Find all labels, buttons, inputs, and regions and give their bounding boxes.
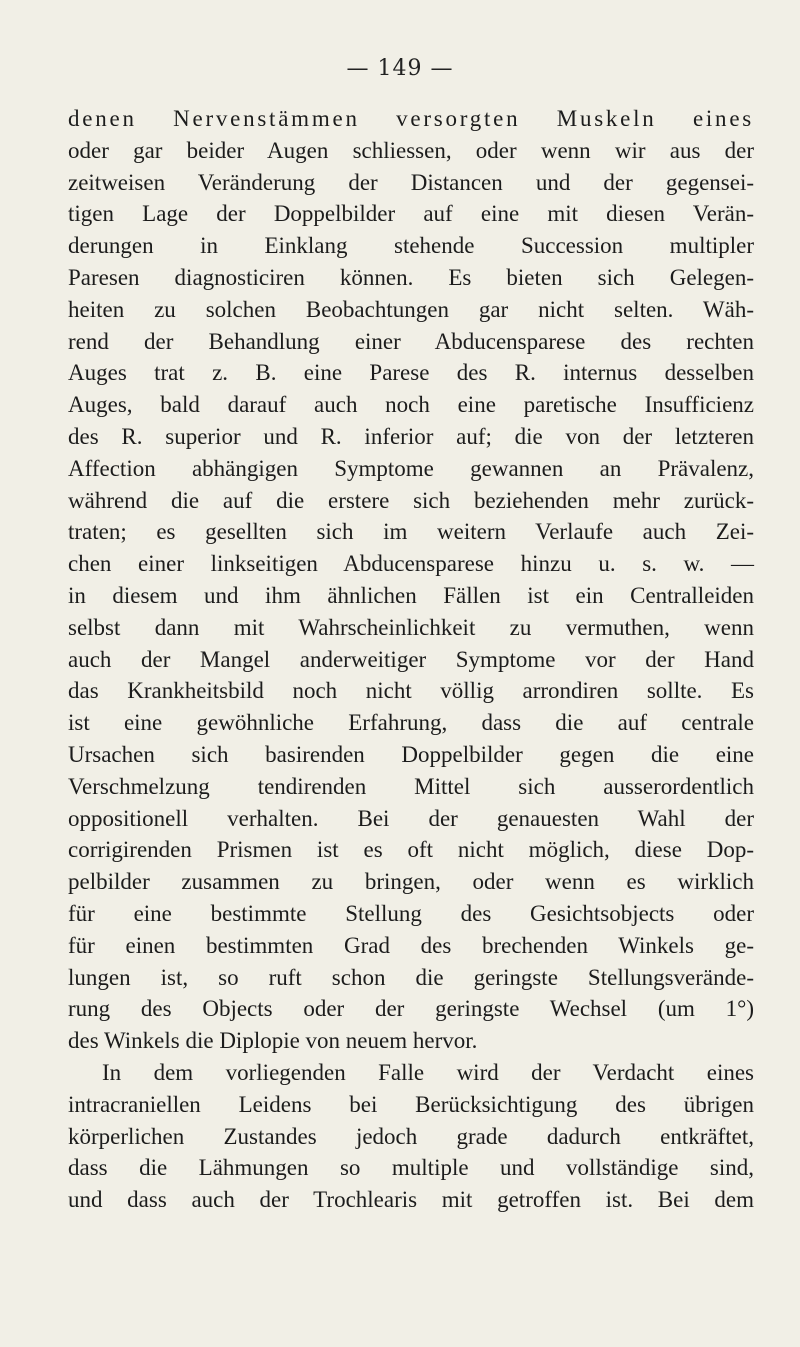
- text-line: lungen ist, so ruft schon die geringste Stellungsverände-: [68, 964, 754, 990]
- text-line: zeitweisen Veränderung der Distancen und der gegensei-: [68, 169, 754, 195]
- text-line: intracraniellen Leidens bei Berücksichtigung des übrigen: [68, 1091, 754, 1117]
- text-line: traten; es gesellten sich im weitern Verlaufe auch Zei-: [68, 519, 754, 545]
- text-line: auch der Mangel anderweitiger Symptome vor der Hand: [68, 646, 754, 672]
- text-line: heiten zu solchen Beobachtungen gar nicht selten. Wäh-: [68, 296, 754, 322]
- text-line: des Winkels die Diplopie von neuem hervor.: [68, 1028, 478, 1054]
- text-line: rung des Objects oder der geringste Wechsel (um 1°): [68, 996, 754, 1022]
- text-line: des R. superior und R. inferior auf; die von der letzteren: [68, 423, 754, 449]
- text-line: rend der Behandlung einer Abducensparese des rechten: [68, 328, 754, 354]
- text-line: Auges, bald darauf auch noch eine paretische Insufficienz: [68, 392, 754, 418]
- text-line: für einen bestimmten Grad des brechenden Winkels ge-: [68, 932, 754, 958]
- text-line: Affection abhängigen Symptome gewannen an Prävalenz,: [68, 455, 754, 481]
- text-line: selbst dann mit Wahrscheinlichkeit zu vermuthen, wenn: [68, 614, 754, 640]
- text-line: ist eine gewöhnliche Erfahrung, dass die auf centrale: [68, 710, 754, 736]
- text-line: in diesem und ihm ähnlichen Fällen ist ein Centralleiden: [68, 582, 754, 608]
- text-line: oder gar beider Augen schliessen, oder wenn wir aus der: [68, 137, 754, 163]
- text-line: Auges trat z. B. eine Parese des R. internus desselben: [68, 360, 754, 386]
- text-line: Verschmelzung tendirenden Mittel sich ausserordentlich: [68, 773, 754, 799]
- text-line: In dem vorliegenden Falle wird der Verdacht eines: [102, 1059, 754, 1085]
- text-line: pelbilder zusammen zu bringen, oder wenn es wirklich: [68, 869, 754, 895]
- text-line: körperlichen Zustandes jedoch grade dadurch entkräftet,: [68, 1123, 754, 1149]
- text-line: Paresen diagnosticiren können. Es bieten sich Gelegen-: [68, 264, 754, 290]
- text-line: dass die Lähmungen so multiple und vollständige sind,: [68, 1155, 754, 1181]
- text-line: corrigirenden Prismen ist es oft nicht möglich, diese Dop-: [68, 837, 754, 863]
- text-line: das Krankheitsbild noch nicht völlig arrondiren sollte. Es: [68, 678, 754, 704]
- text-line: oppositionell verhalten. Bei der genauesten Wahl der: [68, 805, 754, 831]
- text-line: chen einer linkseitigen Abducensparese hinzu u. s. w. —: [68, 551, 754, 577]
- text-line: denen Nervenstämmen versorgten Muskeln eines: [68, 106, 754, 131]
- page-number: — 149 —: [346, 56, 454, 81]
- text-line: während die auf die erstere sich beziehenden mehr zurück-: [68, 487, 754, 513]
- body-text: [68, 103, 754, 1216]
- text-line: und dass auch der Trochlearis mit getroffen ist. Bei dem: [68, 1187, 754, 1213]
- text-line: für eine bestimmte Stellung des Gesichtsobjects oder: [68, 900, 754, 926]
- text-line: derungen in Einklang stehende Succession multipler: [68, 233, 754, 259]
- text-line: Ursachen sich basirenden Doppelbilder gegen die eine: [68, 741, 754, 767]
- text-line: tigen Lage der Doppelbilder auf eine mit diesen Verän-: [68, 201, 754, 227]
